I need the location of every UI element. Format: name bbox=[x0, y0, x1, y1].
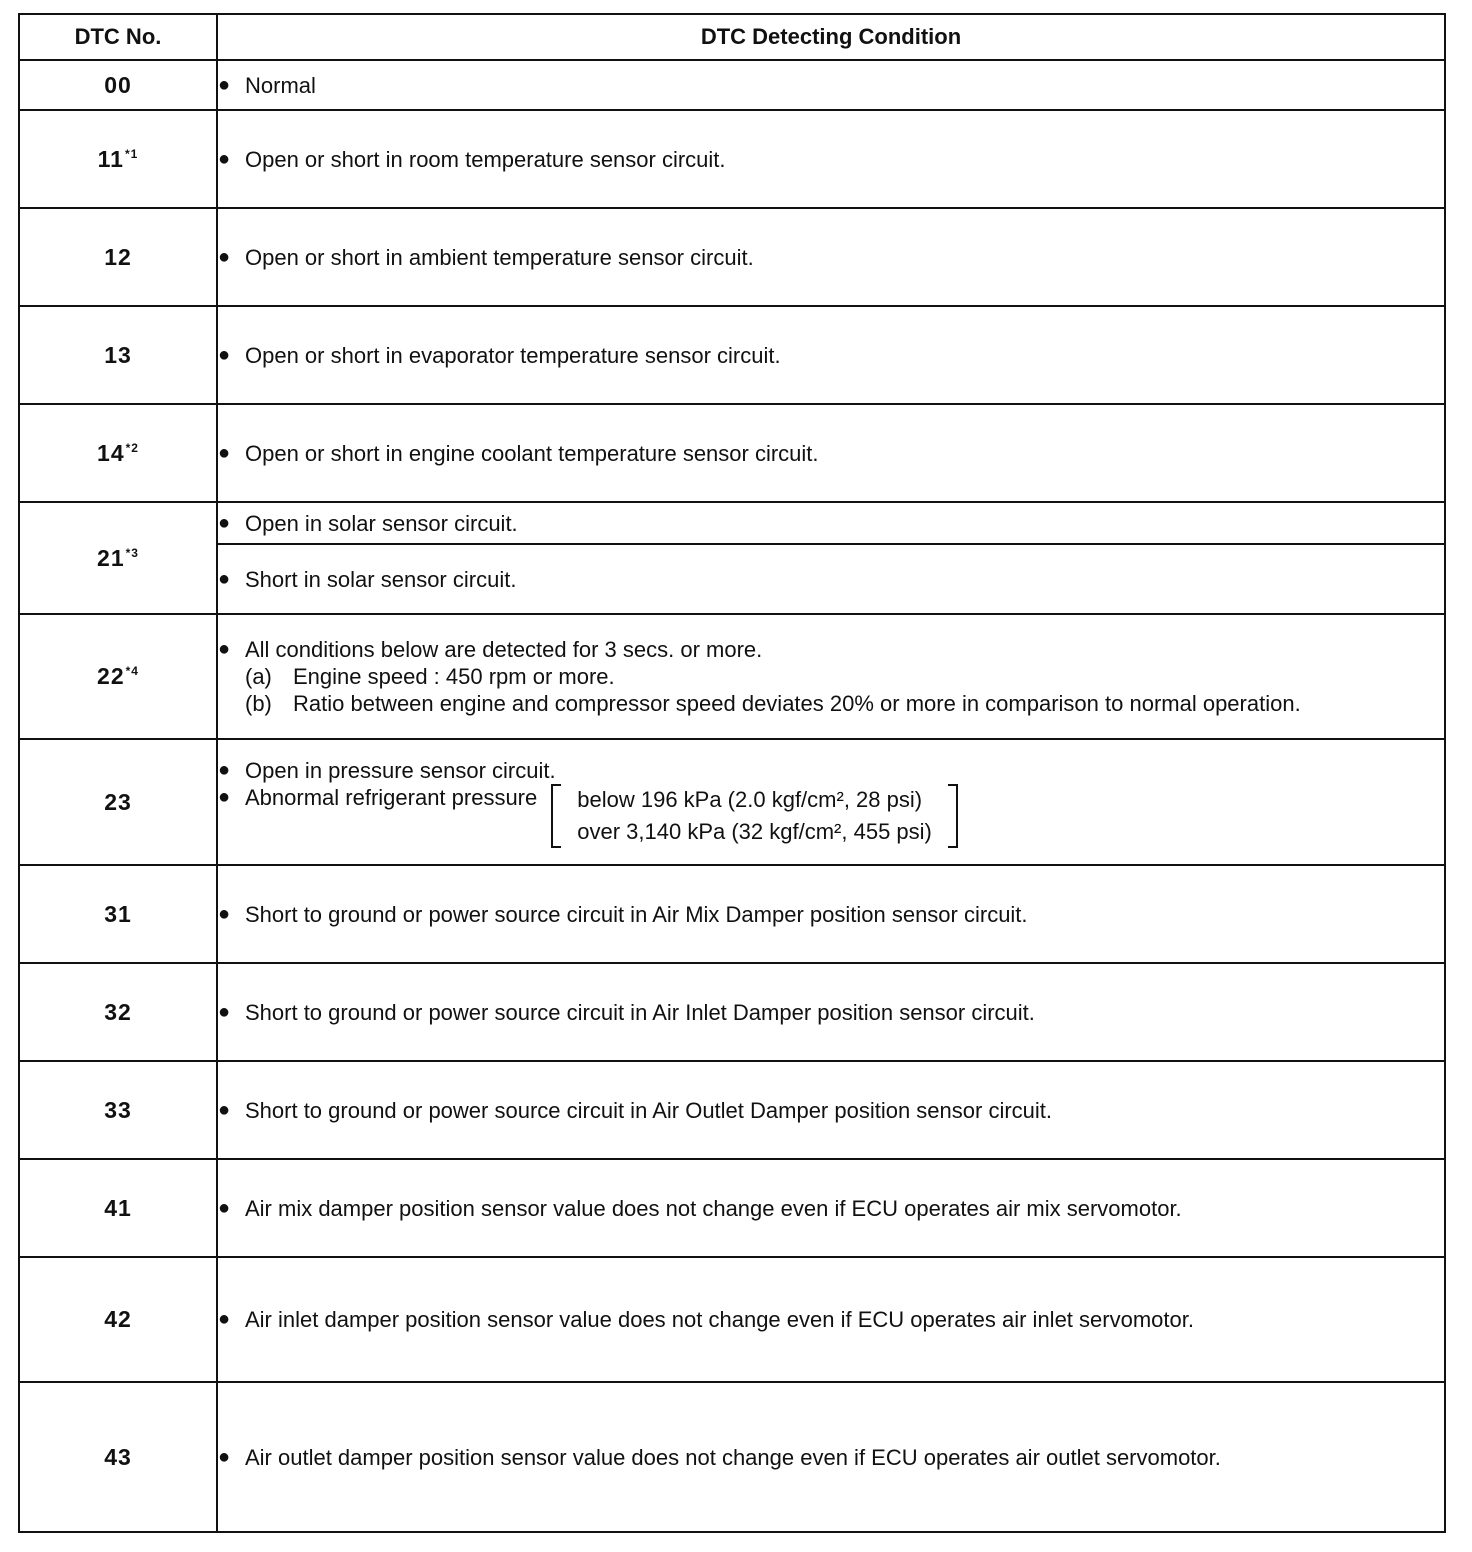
header-row bbox=[19, 14, 1445, 60]
table-row bbox=[19, 110, 1445, 208]
dtc-code: 43 bbox=[104, 1443, 132, 1470]
condition-cell bbox=[217, 614, 1445, 739]
right-bracket-icon bbox=[948, 784, 958, 848]
dtc-code-cell bbox=[19, 208, 217, 306]
bullet-icon: ● bbox=[218, 758, 231, 781]
dtc-code: 11 bbox=[97, 145, 124, 172]
condition-cell bbox=[217, 739, 1445, 865]
condition-cell bbox=[217, 60, 1445, 110]
dtc-code: 23 bbox=[104, 788, 132, 815]
condition-text: Open or short in room temperature sensor circuit. bbox=[245, 146, 726, 172]
dtc-code-cell bbox=[19, 614, 217, 739]
condition-cell bbox=[217, 963, 1445, 1061]
condition-cell bbox=[217, 544, 1445, 614]
table-row bbox=[19, 502, 1445, 544]
condition-text: Normal bbox=[245, 72, 316, 98]
footnote-mark: *4 bbox=[125, 664, 139, 678]
sub-item-text: Ratio between engine and compressor speed deviates 20% or more in comparison to normal operation. bbox=[293, 691, 1301, 716]
table-row bbox=[19, 963, 1445, 1061]
dtc-code: 14 bbox=[97, 439, 125, 466]
table-row bbox=[19, 1257, 1445, 1382]
bullet-icon: ● bbox=[218, 1445, 231, 1468]
condition-text: Air inlet damper position sensor value does not change even if ECU operates air inlet servomotor. bbox=[245, 1307, 1194, 1332]
header-dtc-no: DTC No. bbox=[19, 14, 217, 60]
bullet-icon: ● bbox=[218, 245, 231, 268]
condition-cell bbox=[217, 865, 1445, 963]
condition-cell bbox=[217, 1382, 1445, 1532]
dtc-code: 22 bbox=[97, 663, 125, 689]
bullet-icon: ● bbox=[218, 147, 231, 170]
condition-text: Abnormal refrigerant pressure bbox=[245, 784, 538, 810]
left-bracket-icon bbox=[551, 784, 561, 848]
condition-cell bbox=[217, 110, 1445, 208]
bullet-icon: ● bbox=[218, 785, 231, 808]
table-row bbox=[19, 404, 1445, 502]
condition-cell bbox=[217, 1159, 1445, 1257]
condition-text: Air mix damper position sensor value does not change even if ECU operates air mix servomotor. bbox=[245, 1195, 1182, 1221]
footnote-mark: *3 bbox=[125, 545, 139, 560]
dtc-code: 42 bbox=[104, 1306, 132, 1332]
condition-text: Short in solar sensor circuit. bbox=[245, 566, 517, 592]
dtc-code-cell bbox=[19, 1382, 217, 1532]
bullet-icon: ● bbox=[218, 441, 231, 464]
condition-text: Open or short in evaporator temperature sensor circuit. bbox=[245, 342, 781, 368]
condition-text: Open in solar sensor circuit. bbox=[245, 510, 518, 536]
table-row bbox=[19, 1159, 1445, 1257]
condition-cell bbox=[217, 208, 1445, 306]
bullet-icon: ● bbox=[218, 511, 231, 534]
sub-item bbox=[218, 690, 1444, 717]
bullet-icon: ● bbox=[218, 638, 231, 660]
dtc-code-cell bbox=[19, 110, 217, 208]
dtc-code: 41 bbox=[104, 1194, 132, 1221]
pressure-high-text: over 3,140 kPa (32 kgf/cm², 455 psi) bbox=[577, 818, 932, 844]
sub-item-tag: (a) bbox=[245, 664, 272, 689]
condition-cell bbox=[217, 1257, 1445, 1382]
sub-item-tag: (b) bbox=[245, 691, 272, 716]
bullet-icon: ● bbox=[218, 73, 231, 96]
dtc-code-cell bbox=[19, 306, 217, 404]
dtc-code-cell bbox=[19, 1257, 217, 1382]
dtc-code-cell bbox=[19, 60, 217, 110]
table-row bbox=[19, 306, 1445, 404]
dtc-code-cell bbox=[19, 404, 217, 502]
condition-cell bbox=[217, 1061, 1445, 1159]
pressure-low-text: below 196 kPa (2.0 kgf/cm², 28 psi) bbox=[577, 786, 923, 812]
bullet-icon: ● bbox=[218, 567, 231, 590]
table-row bbox=[19, 865, 1445, 963]
condition-text: Open in pressure sensor circuit. bbox=[245, 757, 556, 783]
dtc-code: 32 bbox=[104, 998, 132, 1025]
condition-text: Short to ground or power source circuit in Air Outlet Damper position sensor circuit. bbox=[245, 1097, 1053, 1123]
dtc-code-cell bbox=[19, 502, 217, 614]
bullet-icon: ● bbox=[218, 343, 231, 366]
dtc-code-cell bbox=[19, 739, 217, 865]
sub-item bbox=[218, 663, 1444, 690]
dtc-code: 13 bbox=[104, 341, 132, 368]
condition-text: Air outlet damper position sensor value does not change even if ECU operates air outlet servomotor. bbox=[245, 1444, 1221, 1470]
condition-cell bbox=[217, 502, 1445, 544]
header-condition: DTC Detecting Condition bbox=[217, 14, 1445, 60]
bullet-icon: ● bbox=[218, 902, 231, 925]
condition-text: Short to ground or power source circuit in Air Inlet Damper position sensor circuit. bbox=[245, 999, 1035, 1025]
table-row bbox=[19, 614, 1445, 739]
dtc-code-cell bbox=[19, 865, 217, 963]
dtc-code-cell bbox=[19, 1061, 217, 1159]
table-row bbox=[19, 739, 1445, 865]
condition-cell bbox=[217, 404, 1445, 502]
table-row bbox=[19, 208, 1445, 306]
condition-text: Open or short in ambient temperature sensor circuit. bbox=[245, 244, 754, 270]
bullet-icon: ● bbox=[218, 1000, 231, 1023]
bullet-icon: ● bbox=[218, 1196, 231, 1219]
table-row bbox=[19, 60, 1445, 110]
dtc-code: 12 bbox=[104, 243, 132, 270]
dtc-code-cell bbox=[19, 1159, 217, 1257]
pressure-range-bracket bbox=[551, 784, 958, 848]
dtc-code: 21 bbox=[97, 544, 125, 571]
dtc-code: 33 bbox=[104, 1096, 132, 1123]
bullet-icon: ● bbox=[218, 1308, 231, 1330]
condition-cell bbox=[217, 306, 1445, 404]
footnote-mark: *1 bbox=[124, 146, 139, 161]
dtc-code: 31 bbox=[104, 900, 132, 927]
dtc-code: 00 bbox=[104, 71, 132, 98]
bullet-icon: ● bbox=[218, 1098, 231, 1121]
dtc-table bbox=[18, 13, 1446, 1533]
table-row bbox=[19, 1061, 1445, 1159]
table-row bbox=[19, 544, 1445, 614]
dtc-code-cell bbox=[19, 963, 217, 1061]
table-row bbox=[19, 1382, 1445, 1532]
sub-item-text: Engine speed : 450 rpm or more. bbox=[293, 664, 615, 689]
condition-text: Short to ground or power source circuit in Air Mix Damper position sensor circuit. bbox=[245, 901, 1028, 927]
condition-text: Open or short in engine coolant temperature sensor circuit. bbox=[245, 440, 819, 466]
condition-text: All conditions below are detected for 3 secs. or more. bbox=[245, 637, 763, 662]
footnote-mark: *2 bbox=[125, 440, 139, 455]
